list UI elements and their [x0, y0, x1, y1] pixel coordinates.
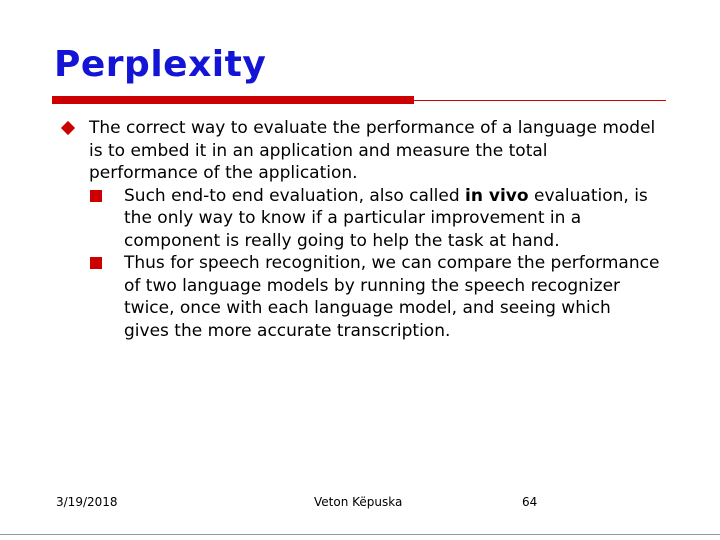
- diamond-bullet-icon: [61, 121, 75, 135]
- slide-title: Perplexity: [54, 44, 267, 85]
- title-underline-thick: [52, 96, 414, 104]
- bullet-text: The correct way to evaluate the performance of a language model is to embed it in an application and measure the total performance of the application.: [89, 118, 656, 183]
- footer-date: 3/19/2018: [56, 495, 118, 509]
- bullet-item: [60, 117, 660, 342]
- title-underline-thin: [414, 100, 666, 101]
- sub-bullet-item: [89, 252, 660, 342]
- sub-bullet-text: Thus for speech recognition, we can compare the performance of two language models by running the speech recognizer twice, once with each language model, and seeing which gives the more accurate transcription.: [124, 253, 660, 341]
- bottom-divider: [0, 534, 720, 535]
- square-bullet-icon: [90, 190, 102, 202]
- footer-page-number: 64: [522, 495, 538, 509]
- sub-bullet-text-before: Such end-to end evaluation, also called: [124, 185, 466, 206]
- footer-author: Veton Këpuska: [314, 495, 403, 509]
- slide-body: [60, 117, 660, 342]
- sub-bullet-emphasis: in vivo: [465, 185, 529, 206]
- square-bullet-icon: [90, 257, 102, 269]
- sub-bullet-item: [89, 185, 660, 253]
- sub-bullet-text-after: evaluation, is the only way to know if a particular improvement in a component is really going to help the task at hand.: [124, 185, 648, 251]
